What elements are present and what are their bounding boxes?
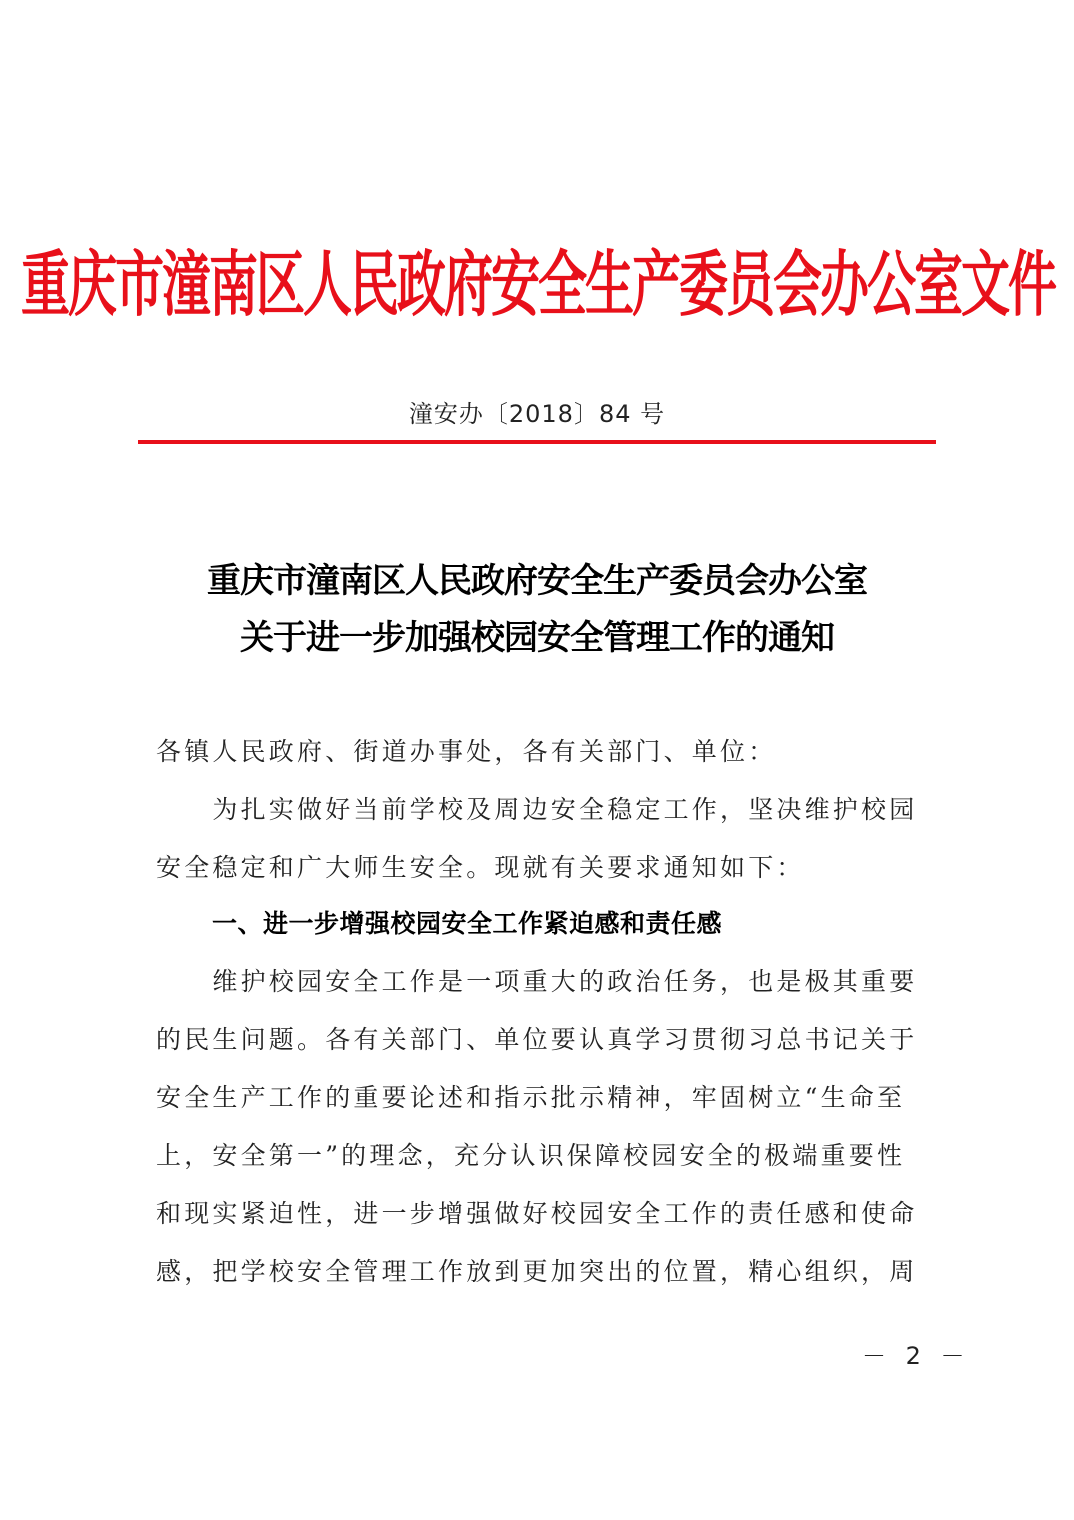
section-1-line: 的民生问题。各有关部门、单位要认真学习贯彻习总书记关于 [156, 1025, 918, 1054]
section-1-line: 和现实紧迫性，进一步增强做好校园安全工作的责任感和使命 [156, 1199, 918, 1228]
intro-line: 为扎实做好当前学校及周边安全稳定工作，坚决维护校园 [156, 795, 918, 824]
document-title-line-2: 关于进一步加强校园安全管理工作的通知 [240, 618, 834, 658]
intro-line: 安全稳定和广大师生安全。现就有关要求通知如下： [156, 853, 805, 882]
document-number: 潼安办〔2018〕84 号 [408, 400, 666, 428]
section-1-line: 上，安全第一”的理念，充分认识保障校园安全的极端重要性 [156, 1141, 906, 1170]
issuer-header: 重庆市潼南区人民政府安全生产委员会办公室文件 [21, 242, 1056, 327]
section-1-heading: 一、进一步增强校园安全工作紧迫感和责任感 [212, 909, 723, 938]
salutation: 各镇人民政府、街道办事处，各有关部门、单位： [156, 737, 777, 766]
section-1-line: 维护校园安全工作是一项重大的政治任务，也是极其重要 [156, 967, 918, 996]
section-1-line: 安全生产工作的重要论述和指示批示精神，牢固树立“生命至 [156, 1083, 906, 1112]
page-number: － 2 － [862, 1342, 971, 1370]
document-title-line-1: 重庆市潼南区人民政府安全生产委员会办公室 [207, 561, 867, 601]
red-divider-line [138, 440, 936, 444]
section-1-line: 感，把学校安全管理工作放到更加突出的位置，精心组织，周 [156, 1257, 918, 1286]
